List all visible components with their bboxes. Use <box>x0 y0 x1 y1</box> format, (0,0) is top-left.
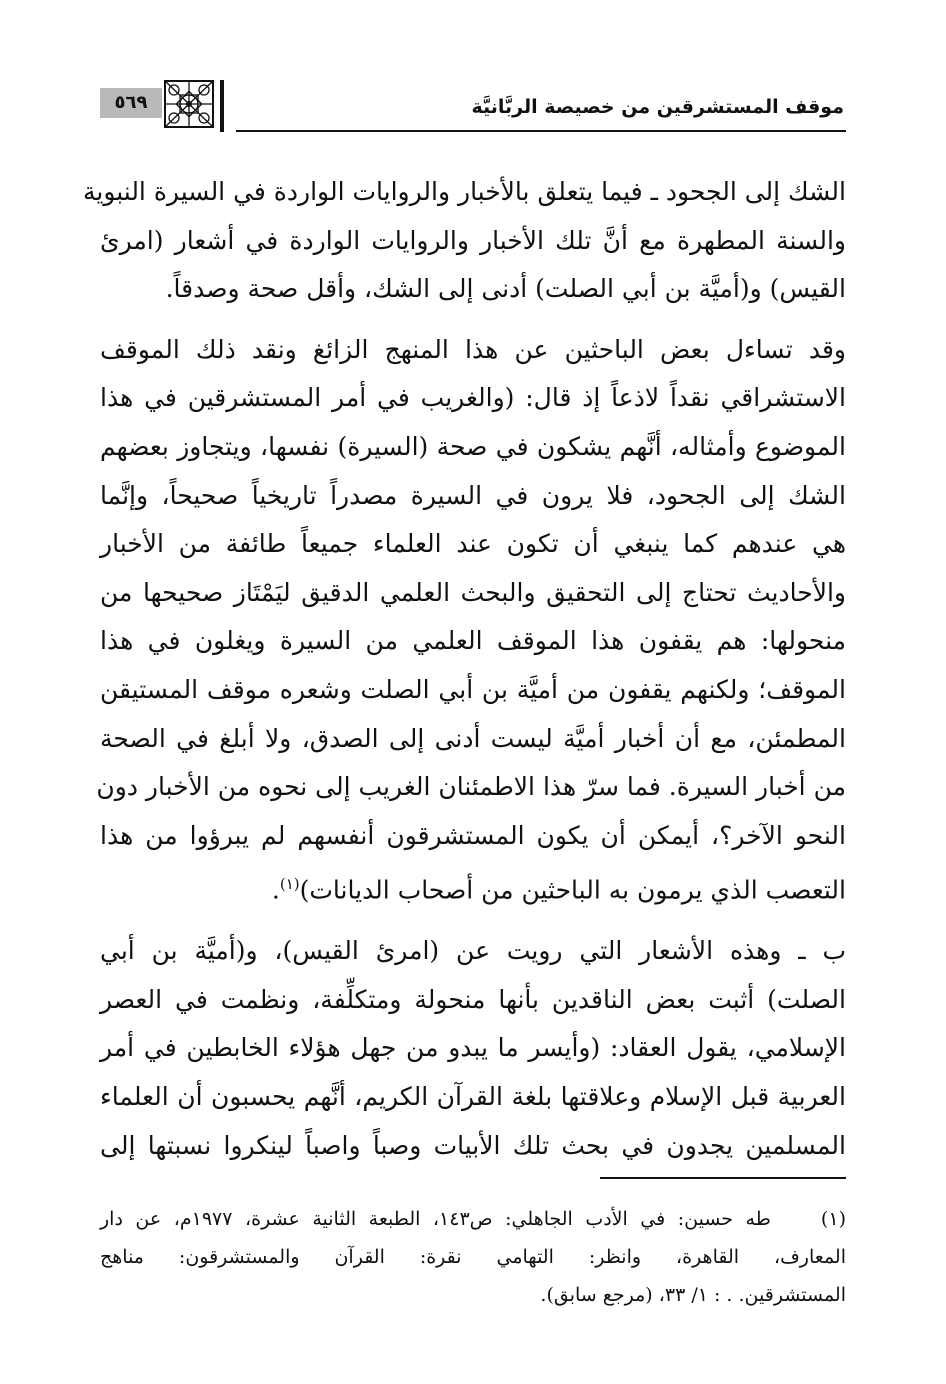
footnotes <box>100 1200 846 1314</box>
header-rule <box>236 130 846 132</box>
text-line: الإسلامي، يقول العقاد: (وأيسر ما يبدو من جهل هؤلاء الخابطين في أمر <box>100 1033 846 1063</box>
text-line: وقد تساءل بعض الباحثين عن هذا المنهج الزائغ ونقد ذلك الموقف <box>100 334 846 364</box>
text-line: الصلت) أثبت بعض الناقدين بأنها منحولة ومتكلِّفة، ونظمت في العصر <box>100 984 846 1014</box>
main-text <box>82 168 846 1170</box>
text-line: الشك إلى الجحود، فلا يرون في السيرة مصدراً تاريخياً صحيحاً، وإنَّما <box>100 480 846 510</box>
text-line: منحولها: هم يقفون هذا الموقف العلمي من السيرة ويغلون في هذا <box>100 626 846 656</box>
footnote-number: (١) <box>820 1208 846 1230</box>
text-line: والأحاديث تحتاج إلى التحقيق والبحث العلمي الدقيق ليَمْتَاز صحيحها من <box>100 577 846 607</box>
text-line: من أخبار السيرة. فما سرّ هذا الاطمئنان الغريب إلى نحوه من الأخبار دون <box>96 772 846 802</box>
footnote-marker[interactable]: (١) <box>279 875 300 894</box>
text-line: الشك إلى الجحود ـ فيما يتعلق بالأخبار والروايات الواردة في السيرة النبوية <box>82 177 846 206</box>
text-line: والسنة المطهرة مع أنَّ تلك الأخبار والروايات الواردة في أشعار (امرئ <box>100 225 846 255</box>
text-line-last <box>100 860 846 915</box>
text-line: المسلمين يجدون في بحث تلك الأبيات وصباً واصباً لينكروا نسبتها إلى <box>100 1130 846 1160</box>
footnote-separator <box>600 1177 846 1179</box>
running-title: موقف المستشرقين من خصيصة الربَّانيَّة <box>471 96 844 118</box>
text-line: الاستشراقي نقداً لاذعاً إذ قال: (والغريب في أمر المستشرقين في هذا <box>100 383 846 413</box>
text-line: المطمئن، مع أن أخبار أميَّة ليست أدنى إلى الصدق، ولا أبلغ في الصحة <box>100 723 846 753</box>
end-punctuation: . <box>271 875 280 905</box>
page-number: ٥٦٩ <box>100 88 162 118</box>
arabesque-ornament-icon <box>164 80 214 128</box>
text-line: الموضوع وأمثاله، أنَّهم يشكون في صحة (السيرة) نفسها، ويتجاوز بعضهم <box>100 431 846 461</box>
text-line: العربية قبل الإسلام وعلاقتها بلغة القرآن الكريم، أنَّهم يحسبون أن العلماء <box>100 1082 846 1112</box>
footnote-text: طه حسين: في الأدب الجاهلي: ص١٤٣، الطبعة الثانية عشرة، ١٩٧٧م، عن دار <box>100 1208 771 1230</box>
text-line-content: التعصب الذي يرمون به الباحثين من أصحاب الديانات) <box>299 875 846 905</box>
paragraph <box>100 927 846 1170</box>
text-line: الموقف؛ ولكنهم يقفون من أميَّة بن أبي الصلت وشعره موقف المستيقن <box>100 674 846 704</box>
header-divider <box>220 80 224 132</box>
text-line: النحو الآخر؟، أيمكن أن يكون المستشرقون أنفسهم لم يبرؤوا من هذا <box>100 820 846 850</box>
footnote-line: المعارف، القاهرة، وانظر: التهامي نقرة: القرآن والمستشرقون: مناهج <box>100 1246 846 1268</box>
paragraph <box>96 326 846 915</box>
page-header <box>96 74 846 132</box>
text-line: هي عندهم كما ينبغي أن تكون عند العلماء جميعاً طائفة من الأخبار <box>100 529 846 559</box>
text-line: ب ـ وهذه الأشعار التي رويت عن (امرئ القيس)، و(أميَّة بن أبي <box>100 936 846 966</box>
paragraph <box>82 168 846 314</box>
footnote-line <box>100 1200 846 1238</box>
text-line: القيس) و(أميَّة بن أبي الصلت) أدنى إلى الشك، وأقل صحة وصدقاً. <box>165 274 846 304</box>
footnote-line: المستشرقين. . : ١/ ٣٣، (مرجع سابق). <box>540 1284 846 1306</box>
